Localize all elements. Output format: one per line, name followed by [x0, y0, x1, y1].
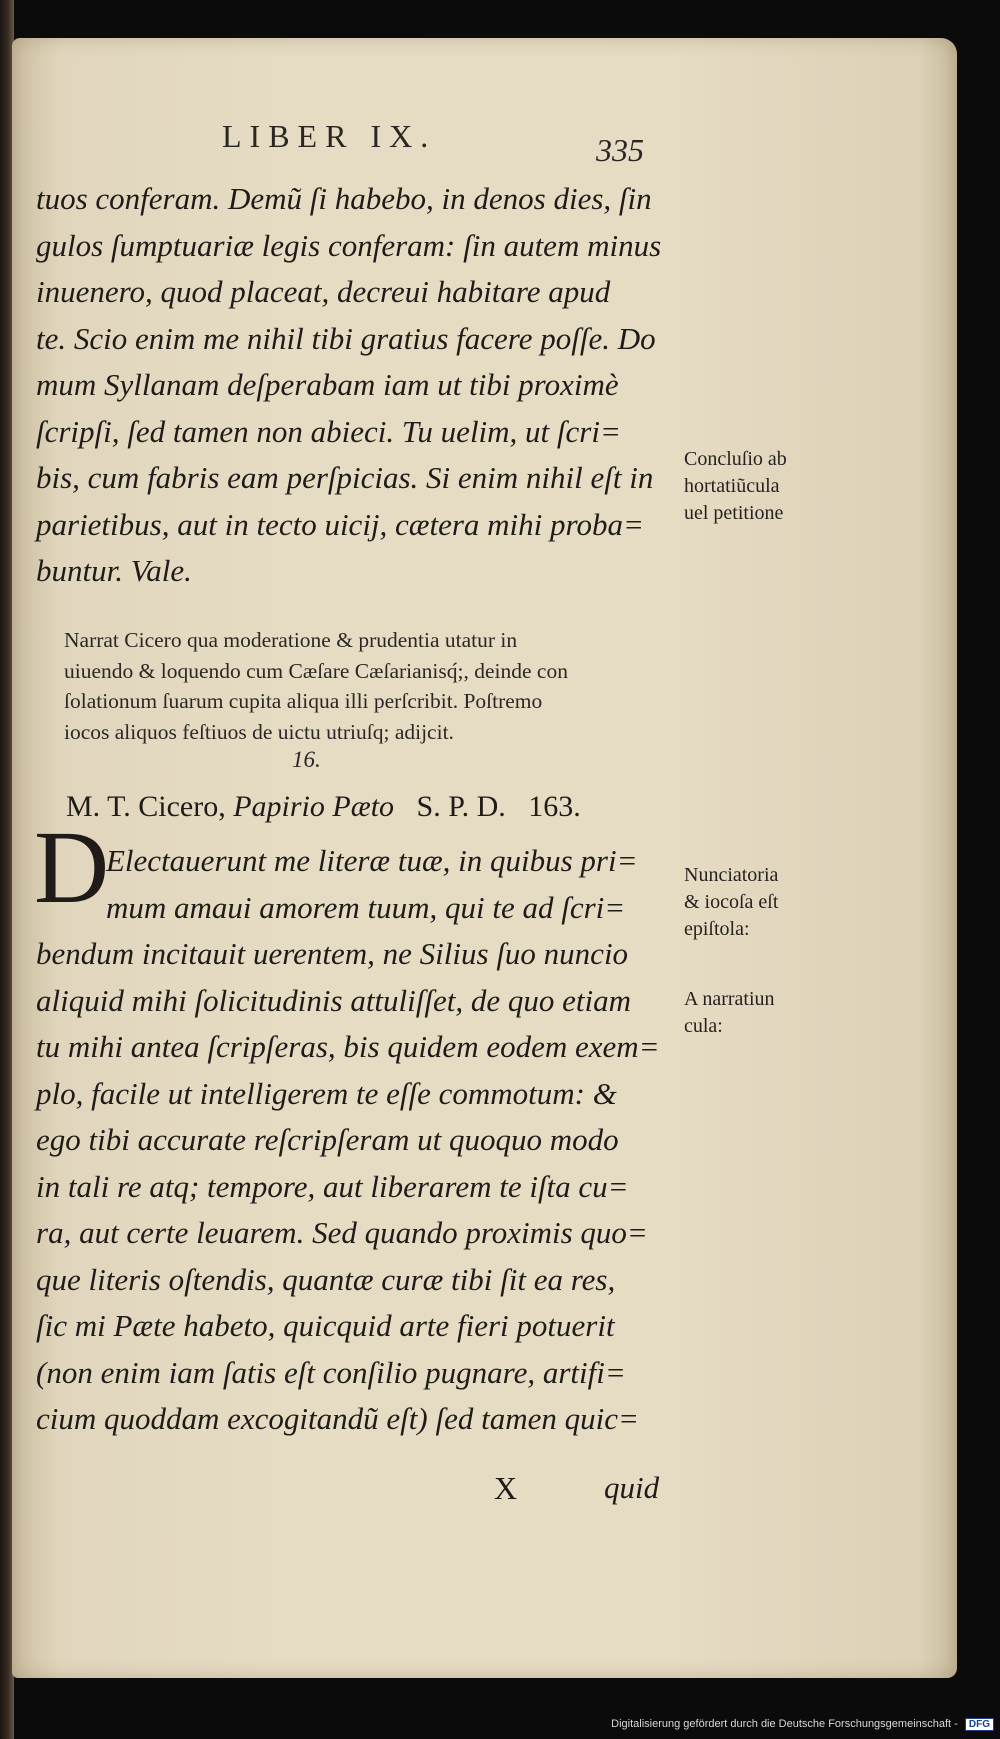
- letter-number: 163.: [528, 790, 581, 823]
- text-line: plo, facile ut intelligerem te eſſe commotum: &: [36, 1075, 617, 1111]
- margin-note-line: & iocoſa eſt: [684, 891, 779, 913]
- running-head: [0, 118, 1000, 168]
- margin-note-conclusio: [684, 446, 834, 527]
- margin-note-line: hortatiũcula: [684, 475, 780, 497]
- letter-salutation: [66, 790, 581, 824]
- margin-note-narratiuncula: [684, 986, 834, 1040]
- text-line: cium quoddam excogitandũ eſt) ſed tamen quic=: [36, 1401, 639, 1436]
- margin-note-line: A narratiun: [684, 988, 775, 1010]
- margin-note-line: epiſtola:: [684, 918, 750, 940]
- text-line: bis, cum fabris eam perſpicias. Si enim nihil eſt in: [36, 460, 654, 495]
- text-line: mum amaui amorem tuum, qui te ad ſcri=: [106, 889, 626, 925]
- dfg-logo: DFG: [965, 1718, 994, 1731]
- text-line: aliquid mihi ſolicitudinis attuliſſet, de quo etiam: [36, 982, 631, 1018]
- margin-note-line: uel petitione: [684, 502, 784, 524]
- signature-mark: X: [494, 1470, 518, 1506]
- margin-note-line: cula:: [684, 1015, 723, 1037]
- drop-cap: D: [34, 810, 110, 925]
- text-line: parietibus, aut in tecto uicij, cætera mihi proba=: [36, 506, 644, 542]
- margin-note-nunciatoria: [684, 862, 834, 943]
- text-line: ſic mi Pæte habeto, quicquid arte fieri potuerit: [36, 1308, 615, 1343]
- text-line: que literis oſtendis, quantæ curæ tibi ſit ea res,: [36, 1261, 616, 1297]
- text-line: te. Scio enim me nihil tibi gratius facere poſſe. Do: [36, 320, 656, 356]
- credit-text: Digitalisierung gefördert durch die Deutsche Forschungsgemeinschaft -: [611, 1718, 958, 1730]
- text-line: inuenero, quod placeat, decreui habitare apud: [36, 274, 611, 309]
- letter-body: [36, 838, 676, 1443]
- page-number: 335: [596, 132, 644, 168]
- text-line: gulos ſumptuariæ legis conferam: ſin autem minus: [36, 227, 662, 263]
- letter-ending: [36, 176, 676, 595]
- text-line: bendum incitauit uerentem, ne Silius ſuo nuncio: [36, 936, 629, 971]
- text-line: ſcripſi, ſed tamen non abieci. Tu uelim, ut ſcri=: [36, 413, 621, 449]
- margin-note-line: Nunciatoria: [684, 864, 779, 886]
- summary-line: Narrat Cicero qua moderatione & prudentia utatur in: [64, 628, 518, 652]
- text-line: (non enim iam ſatis eſt conſilio pugnare, artifi=: [36, 1354, 626, 1390]
- text-line: tuos conferam. Demũ ſi habebo, in denos dies, ſin: [36, 181, 652, 216]
- text-line: in tali re atq; tempore, aut liberarem te iſta cu=: [36, 1168, 629, 1204]
- salutation-recipient: Papirio Pæto: [233, 790, 395, 823]
- text-line: mum Syllanam deſperabam iam ut tibi proximè: [36, 367, 619, 402]
- text-line: ego tibi accurate reſcripſeram ut quoquo modo: [36, 1122, 619, 1157]
- salutation-formula: S. P. D.: [416, 790, 506, 823]
- summary-number: 16.: [292, 747, 321, 772]
- summary-line: iocos aliquos feſtiuos de uictu utriuſq; adijcit.: [64, 719, 454, 744]
- summary-line: uiuendo & loquendo cum Cæſare Cæſarianisq́;, deinde con: [64, 658, 568, 683]
- catchword: quid: [604, 1470, 660, 1505]
- text-line: ra, aut certe leuarem. Sed quando proximis quo=: [36, 1215, 648, 1250]
- margin-note-line: Concluſio ab: [684, 448, 787, 470]
- text-line: buntur. Vale.: [36, 553, 192, 588]
- summary-line: ſolationum ſuarum cupita aliqua illi perſcribit. Poſtremo: [64, 689, 543, 713]
- salutation-sender: M. T. Cicero,: [66, 790, 226, 823]
- letter-argument-summary: [64, 625, 684, 747]
- text-line: Electauerunt me literæ tuæ, in quibus pri=: [106, 843, 638, 878]
- digitization-credit: [611, 1718, 994, 1731]
- text-line: tu mihi antea ſcripſeras, bis quidem eodem exem=: [36, 1029, 660, 1064]
- running-head-title: LIBER IX.: [222, 118, 437, 154]
